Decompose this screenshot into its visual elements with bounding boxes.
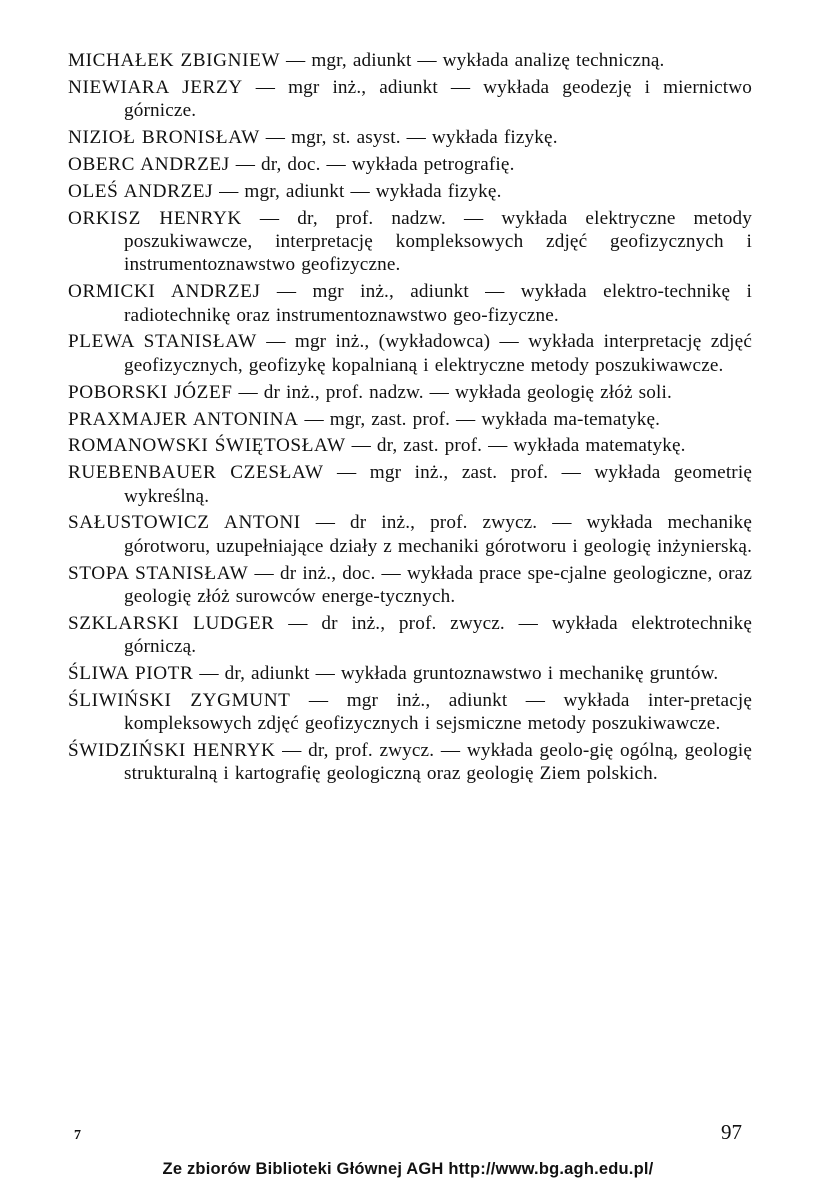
staff-description: — mgr inż., zast. prof. — wykłada geometrię wykreślną. <box>124 462 752 507</box>
staff-description: — mgr, zast. prof. — wykłada ma-tematykę. <box>298 408 661 430</box>
staff-name: NIZIOŁ BRONISŁAW <box>68 127 260 149</box>
staff-name: PLEWA STANISŁAW <box>68 331 257 353</box>
staff-entry <box>68 76 752 123</box>
staff-entry <box>68 612 752 659</box>
staff-description: — mgr inż., adiunkt — wykłada geodezję i miernictwo górnicze. <box>124 76 752 122</box>
staff-description: — mgr inż., adiunkt — wykłada elektro-technikę i radiotechnikę oraz instrumentoznawstwo geo-fizyczne. <box>124 281 752 326</box>
staff-entry <box>68 408 752 431</box>
staff-name: SZKLARSKI LUDGER <box>68 612 275 634</box>
staff-name: PRAXMAJER ANTONINA <box>68 408 299 430</box>
staff-entry <box>68 434 752 457</box>
page-number: 97 <box>721 1120 742 1144</box>
staff-description: — dr, zast. prof. — wykłada matematykę. <box>345 435 686 457</box>
staff-name: SAŁUSTOWICZ ANTONI <box>68 512 301 534</box>
staff-description: — dr inż., doc. — wykłada prace spe-cjalne geologiczne, oraz geologię złóż surowców energe-tycznych. <box>124 562 753 607</box>
staff-name: MICHAŁEK ZBIGNIEW <box>68 50 281 71</box>
staff-entry <box>68 180 752 203</box>
staff-description: — dr, prof. zwycz. — wykłada geolo-gię ogólną, geologię strukturalną i kartografię geologiczną oraz geologię Ziem polskich. <box>124 740 752 785</box>
staff-entry <box>68 662 752 685</box>
staff-name: ŚLIWA PIOTR <box>68 663 194 685</box>
staff-description: — dr inż., prof. zwycz. — wykłada mechanikę górotworu, uzupełniające działy z mechaniki górotworu i geologię inżynierską. <box>124 512 753 557</box>
staff-entry <box>68 207 752 277</box>
staff-description: — dr inż., prof. zwycz. — wykłada elektrotechnikę górniczą. <box>124 612 753 658</box>
staff-name: ŚWIDZIŃSKI HENRYK <box>68 740 276 762</box>
staff-entry <box>68 49 752 72</box>
staff-description: — mgr, st. asyst. — wykłada fizykę. <box>259 127 558 149</box>
staff-name: ŚLIWIŃSKI ZYGMUNT <box>68 689 291 711</box>
staff-name: RUEBENBAUER CZESŁAW <box>68 462 324 484</box>
staff-name: ORKISZ HENRYK <box>68 207 242 229</box>
staff-entry <box>68 511 752 558</box>
staff-description: — dr inż., prof. nadzw. — wykłada geologię złóż soli. <box>232 381 672 403</box>
staff-entry <box>68 330 752 377</box>
staff-entry <box>68 153 752 176</box>
staff-description: — dr, adiunkt — wykłada gruntoznawstwo i mechanikę gruntów. <box>193 663 719 685</box>
staff-name: ORMICKI ANDRZEJ <box>68 281 261 303</box>
staff-description: — mgr, adiunkt — wykłada analizę techniczną. <box>280 50 665 71</box>
staff-name: OLEŚ ANDRZEJ <box>68 180 214 202</box>
staff-name: POBORSKI JÓZEF <box>68 381 233 403</box>
signature-mark: 7 <box>74 1128 81 1143</box>
staff-entry <box>68 461 752 508</box>
staff-description: — mgr, adiunkt — wykłada fizykę. <box>213 180 502 202</box>
entry-list <box>68 49 752 789</box>
staff-name: STOPA STANISŁAW <box>68 562 249 584</box>
staff-description: — dr, doc. — wykłada petrografię. <box>229 153 515 175</box>
staff-name: OBERC ANDRZEJ <box>68 153 230 175</box>
staff-entry <box>68 689 752 736</box>
staff-entry <box>68 381 752 404</box>
staff-entry <box>68 280 752 327</box>
staff-name: NIEWIARA JERZY <box>68 76 243 98</box>
staff-entry <box>68 562 752 609</box>
staff-entry <box>68 739 752 786</box>
staff-name: ROMANOWSKI ŚWIĘTOSŁAW <box>68 435 346 457</box>
staff-description: — dr, prof. nadzw. — wykłada elektryczne metody poszukiwawcze, interpretację kompleksowych zdjęć geofizycznych i instrumentoznawstwo geofizyczne. <box>124 207 752 276</box>
staff-entry <box>68 126 752 149</box>
library-footer: Ze zbiorów Biblioteki Głównej AGH http://www.bg.agh.edu.pl/ <box>162 1160 654 1178</box>
staff-description: — mgr inż., (wykładowca) — wykłada interpretację zdjęć geofizycznych, geofizykę kopalnianą i elektryczne metody poszukiwawcze. <box>124 331 752 376</box>
staff-description: — mgr inż., adiunkt — wykłada inter-pretację kompleksowych zdjęć geofizycznych i sejsmiczne metody poszukiwawcze. <box>124 689 753 735</box>
